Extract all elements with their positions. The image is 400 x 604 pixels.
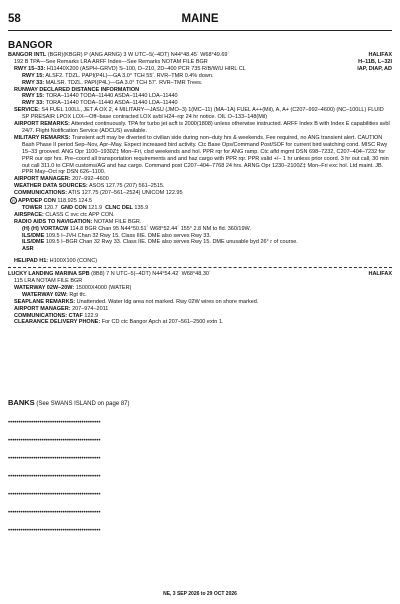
asr-label: ASR <box>22 246 34 253</box>
dotted-divider: •••••••••••••••••••••••••••••••••••••••••••• <box>8 456 101 462</box>
app-dep-freq: 118.925 124.5 <box>57 197 93 204</box>
runway-info: H11440X200 (ASPH–GRVD) S–100, D–210, 2D–400 PCR 735 R/B/W/U HIRL CL <box>46 65 246 72</box>
seaplane-remarks: Unattended. Water ldg area not marked. Rwy 02W wires on shore marked. <box>76 298 259 305</box>
airport-name: BANGOR INTL <box>8 52 47 58</box>
ctaf-freq: 122.9 <box>84 312 99 319</box>
bangor-intl-entry <box>8 52 392 326</box>
ground-label: GND CON <box>60 204 87 211</box>
runway-end-label: RWY 15: <box>22 72 45 79</box>
ground-freq: 121.9 <box>88 204 103 211</box>
waterway-end-info: Rgt tfc. <box>69 291 87 298</box>
waterway-end-label: WATERWAY 02W: <box>22 291 68 298</box>
page-header <box>8 13 392 27</box>
radar-icon: R <box>10 197 17 204</box>
dotted-divider: •••••••••••••••••••••••••••••••••••••••••••• <box>8 420 101 426</box>
entry-separator <box>8 267 392 268</box>
dotted-divider: •••••••••••••••••••••••••••••••••••••••••••• <box>8 492 101 498</box>
service-info: S4 FUEL 100LL, JET A OX 2, 4 MILITARY—JASU (JMO–3) 1(MC–11) (MA–1A) FUEL A++(Mil), A, A+ (C207–992–4600) (NC–100LL) FLUID SP PRESAIR LPOX LOX—Off–base contracted LOX avbl H24–rqr 24 hr notice. OIL O–133–148(Mil) <box>22 107 384 121</box>
runway-end-info: ALSF2. TDZL. PAPI(P4L)—GA 3.0° TCH 55’. RVR–TMR 0.4% down. <box>45 72 214 79</box>
airport-header-info: (8B8) 7 N UTC–5(–4DT) N44°54.42´ W68°48.30´ <box>91 271 211 278</box>
declared-distance-label: RWY 33: <box>22 100 45 107</box>
runway-label: RWY 15–33: <box>14 65 46 72</box>
tower-label: TOWER <box>22 204 43 211</box>
airport-remarks-label: AIRPORT REMARKS: <box>14 121 70 128</box>
service-label: SERVICE: <box>14 107 40 114</box>
seaplane-remarks-label: SEAPLANE REMARKS: <box>14 298 76 305</box>
dotted-divider: •••••••••••••••••••••••••••••••••••••••••••• <box>8 528 101 534</box>
banks-title: BANKS <box>8 398 35 407</box>
chart-ref-enroute: H–11B, L–32I <box>358 58 392 65</box>
communications-label: COMMUNICATIONS: <box>14 190 68 197</box>
runway-end-info: MALSR. TDZL. PAPI(P4L)—GA 3.0° TCH 57’. RVR–TMR Trees. <box>45 79 203 86</box>
declared-distance-info: TORA–11440 TODA–11440 ASDA–11440 LDA–11440 <box>45 93 178 100</box>
clearance-freq: 135.9 <box>134 204 149 211</box>
header-rule <box>8 30 392 31</box>
tower-freq: 120.7 <box>43 204 58 211</box>
clearance-label: CLNC DEL <box>105 204 133 211</box>
airport-header-info: (BGR)(KBGR) P (ANG ARNG) 3 W UTC–5(–4DT) N44°48.45´ W68°49.69´ <box>47 52 230 58</box>
radio-aids-info: NOTAM FILE BGR. <box>93 218 142 225</box>
lucky-landing-entry <box>8 271 392 278</box>
page-number: 58 <box>8 13 21 25</box>
banks-entry <box>8 398 130 407</box>
chart-ref-iap: IAP, DIAP, AD <box>357 65 392 72</box>
airport-manager-label: AIRPORT MANAGER: <box>14 305 71 312</box>
clearance-phone-info: For CD ctc Bangor Apch at 207–561–2500 extn 1. <box>101 319 224 326</box>
airport-elev-info: 115 LRA NOTAM FILE BGR <box>14 278 83 285</box>
declared-distance-label: RWY 15: <box>22 93 45 100</box>
military-remarks: Transient acft may be diverted to civilian side during non–duty hrs & weekends. Fee required, no ANG transient alert. CAUTION Bash Phase II period Sep–Nov, Apr–May. Expect increased bird activity. Ctc Base Ops/Command Post/SOF for current bird watching cond. MISC Rwy 15–33 grooved. ANG Opr 1100–1930Z‡ Mon–Fri, clsd weekends and hol. PPR rqr for ANG ramp. Ctc afld mgmt DSN 698–7232, C207–404–7232 for PPR our opr hrs. Pre–coord all transportation requirements and and haz cargo with PPR rqr. PPR valid +/– 1 hr unless prior coord. 3 hr out call, 30 min out call 311.0 to CFM customs/AG and haz cargo. Command post C207–404–7768 24 hrs. ARNG Opr 1230–2100Z‡ Mon–Fri exc hol. Ltd maint. JB. PPR May–Oct rqr DSN 626–1100. <box>22 134 389 176</box>
city-heading: BANGOR <box>8 40 53 51</box>
waterway-info: 15000X4000 (WATER) <box>75 284 132 291</box>
airspace-label: AIRSPACE: <box>14 211 44 218</box>
ctaf-label: CTAF <box>68 312 83 319</box>
ils-label: ILS/DME <box>22 239 45 246</box>
clearance-phone-label: CLEARANCE DELIVERY PHONE: <box>14 319 101 326</box>
radio-aids-label: RADIO AIDS TO NAVIGATION: <box>14 218 93 225</box>
airport-name: LUCKY LANDING MARINA SPB <box>8 271 90 278</box>
dotted-divider: •••••••••••••••••••••••••••••••••••••••••••• <box>8 474 101 480</box>
vortac-label: (H) (H) VORTACW <box>22 225 69 232</box>
ils-info: 109.5 I–BGR Chan 32 Rwy 33. Class IIE. DME also serves Rwy 15. DME unusable byd 26° r of course. <box>45 239 298 246</box>
weather-info: ASOS 127.75 (207) 561–2515. <box>88 183 165 190</box>
airport-elev-info: 192 B TPA—See Remarks LRA ARFF Index—See Remarks NOTAM FILE BGR <box>14 58 208 65</box>
airport-remarks: Attended continuously. TPA for turbo jet acft is 2000(1808) unless otherwise instructed. ARFF Index B with Index E capabilities avbl 24/7. Flight Notification Service (ADCUS) available. <box>22 121 390 134</box>
communications-info: ATIS 127.75 (207–561–2524) UNICOM 122.95 <box>68 190 183 197</box>
chart-ref-halifax: HALIFAX <box>368 271 392 278</box>
state-title: MAINE <box>181 13 219 25</box>
airport-manager-label: AIRPORT MANAGER: <box>14 176 71 183</box>
airport-manager-phone: 207–992–4600 <box>72 176 109 183</box>
chart-ref-halifax: HALIFAX <box>368 52 392 58</box>
declared-distance-heading: RUNWAY DECLARED DISTANCE INFORMATION <box>14 86 140 93</box>
airport-manager-phone: 207–974–2011 <box>72 305 109 312</box>
ils-label: ILS/DME <box>22 232 45 239</box>
runway-end-label: RWY 33: <box>22 79 45 86</box>
communications-label: COMMUNICATIONS: <box>14 312 68 319</box>
dotted-divider: •••••••••••••••••••••••••••••••••••••••••••• <box>8 438 101 444</box>
app-dep-label: APP/DEP CON <box>18 197 56 204</box>
page-footer: NE, 3 SEP 2026 to 29 OCT 2026 <box>163 591 237 597</box>
helipad-info: H100X100 (CONC) <box>49 258 98 265</box>
airspace-info: CLASS C svc ctc APP CON. <box>45 211 115 218</box>
declared-distance-info: TORA–11440 TODA–11440 ASDA–11440 LDA–11440 <box>45 100 178 107</box>
military-remarks-label: MILITARY REMARKS: <box>14 134 71 141</box>
weather-label: WEATHER DATA SOURCES: <box>14 183 88 190</box>
ils-info: 109.5 I–JVH Chan 32 Rwy 15. Class IIIE. DME also serves Rwy 33. <box>45 232 211 239</box>
banks-reference: (See SWANS ISLAND on page 87) <box>36 401 130 407</box>
waterway-label: WATERWAY 02W–20W: <box>14 284 75 291</box>
vortac-info: 114.8 BGR Chan 95 N44°50.51´ W68°52.44´ 155° 2.8 NM to fld. 360/19W. <box>69 225 251 232</box>
helipad-label: HELIPAD H1: <box>14 258 49 265</box>
dotted-divider: •••••••••••••••••••••••••••••••••••••••••••• <box>8 510 101 516</box>
